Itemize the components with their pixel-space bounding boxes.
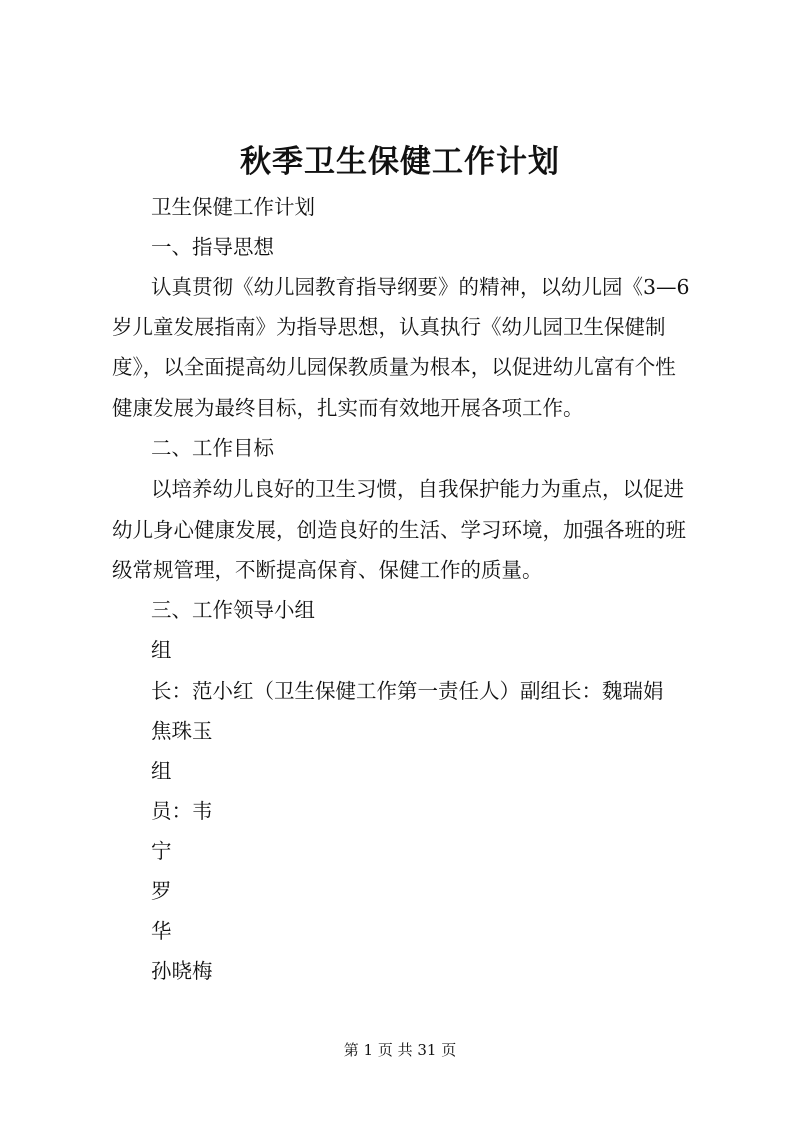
- list-item: 组: [151, 638, 172, 662]
- paragraph-line: 度》，以全面提高幼儿园保教质量为根本，以促进幼儿富有个性: [112, 355, 676, 379]
- list-item: 焦珠玉: [151, 719, 213, 743]
- list-item: 孙晓梅: [151, 959, 213, 983]
- list-item: 组: [151, 759, 172, 783]
- list-item: 华: [151, 919, 172, 943]
- list-item: 罗: [151, 879, 172, 903]
- paragraph-line: 岁儿童发展指南》为指导思想，认真执行《幼儿园卫生保健制: [112, 315, 666, 339]
- subtitle: 卫生保健工作计划: [151, 195, 315, 219]
- list-item: 长：范小红（卫生保健工作第一责任人）副组长：魏瑞娟: [151, 679, 664, 703]
- section-heading: 三、工作领导小组: [151, 598, 315, 622]
- page-number-footer: 第 1 页 共 31 页: [343, 1041, 457, 1059]
- list-item: 员：韦: [151, 799, 213, 823]
- paragraph-line: 幼儿身心健康发展，创造良好的生活、学习环境，加强各班的班: [112, 518, 686, 542]
- document-title: 秋季卫生保健工作计划: [240, 144, 560, 180]
- section-heading: 二、工作目标: [151, 436, 274, 460]
- paragraph-line: 以培养幼儿良好的卫生习惯，自我保护能力为重点，以促进: [151, 477, 684, 501]
- paragraph-line: 认真贯彻《幼儿园教育指导纲要》的精神，以幼儿园《3—6: [151, 275, 690, 299]
- section-heading: 一、指导思想: [151, 235, 274, 259]
- paragraph-line: 健康发展为最终目标，扎实而有效地开展各项工作。: [112, 396, 584, 420]
- paragraph-line: 级常规管理，不断提高保育、保健工作的质量。: [112, 558, 543, 582]
- list-item: 宁: [151, 839, 172, 863]
